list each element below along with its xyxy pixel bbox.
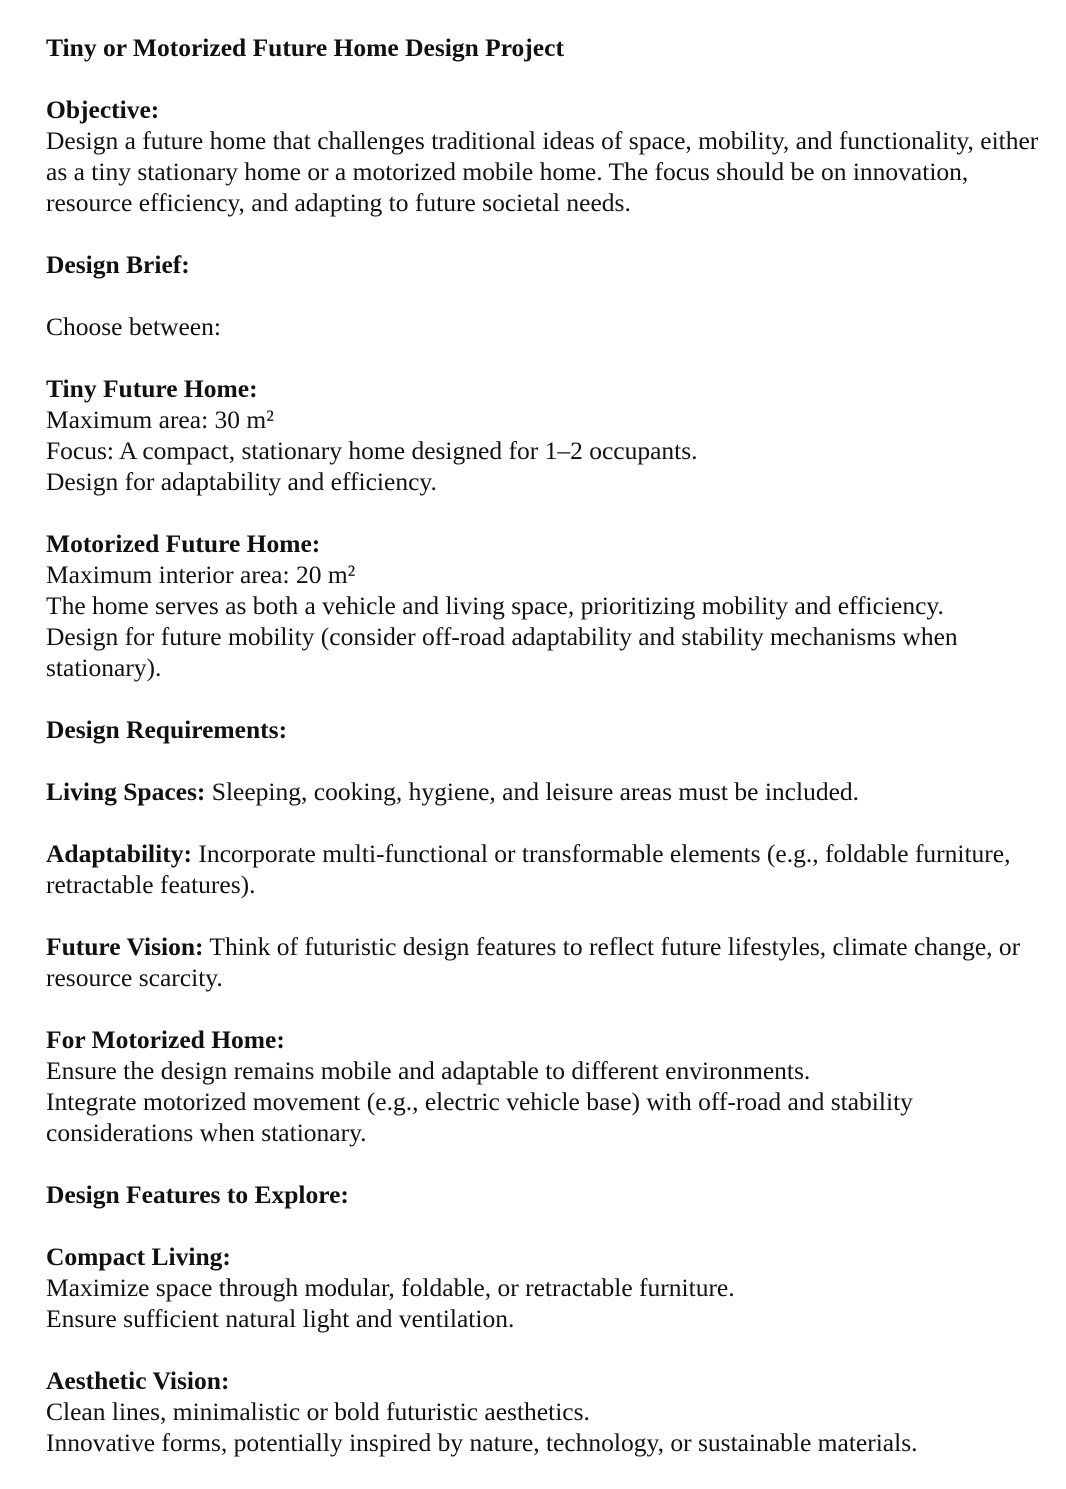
living-spaces-label: Living Spaces: [46,777,206,806]
features-heading: Design Features to Explore: [46,1180,349,1209]
motorized-home-line: Design for future mobility (consider off-road adaptability and stability mechanisms when stationary). [46,622,958,682]
tiny-home-line: Design for adaptability and efficiency. [46,467,437,496]
motorized-home-section [46,528,1056,683]
document-body [46,32,1056,1489]
adaptability-item [46,838,1056,900]
future-vision-text: Think of futuristic design features to reflect future lifestyles, climate change, or resource scarcity. [46,932,1021,992]
objective-section [46,94,1056,218]
aesthetic-vision-section [46,1365,1056,1458]
compact-living-line: Maximize space through modular, foldable, or retractable furniture. [46,1273,735,1302]
objective-text: Design a future home that challenges traditional ideas of space, mobility, and functionality, either as a tiny stationary home or a motorized mobile home. The focus should be on innovation, resource efficiency, and adapting to future societal needs. [46,126,1039,217]
motorized-home-heading: Motorized Future Home: [46,529,321,558]
design-brief-heading-block [46,249,1056,280]
for-motorized-line: Integrate motorized movement (e.g., electric vehicle base) with off-road and stability considerations when stationary. [46,1087,913,1147]
future-vision-item [46,931,1056,993]
tiny-home-heading: Tiny Future Home: [46,374,258,403]
compact-living-section [46,1241,1056,1334]
living-spaces-item [46,776,1056,807]
tiny-home-line: Focus: A compact, stationary home designed for 1–2 occupants. [46,436,698,465]
for-motorized-line: Ensure the design remains mobile and adaptable to different environments. [46,1056,811,1085]
compact-living-line: Ensure sufficient natural light and ventilation. [46,1304,515,1333]
aesthetic-vision-line: Clean lines, minimalistic or bold futuristic aesthetics. [46,1397,590,1426]
choose-between-block [46,311,1056,342]
features-heading-block [46,1179,1056,1210]
motorized-home-line: Maximum interior area: 20 m² [46,560,356,589]
for-motorized-section [46,1024,1056,1148]
compact-living-heading: Compact Living: [46,1242,231,1271]
future-vision-label: Future Vision: [46,932,204,961]
adaptability-text: Incorporate multi-functional or transformable elements (e.g., foldable furniture, retractable features). [46,839,1011,899]
tiny-home-line: Maximum area: 30 m² [46,405,274,434]
document-title: Tiny or Motorized Future Home Design Project [46,33,564,62]
aesthetic-vision-line: Innovative forms, potentially inspired by nature, technology, or sustainable materials. [46,1428,918,1457]
objective-heading: Objective: [46,95,160,124]
living-spaces-text: Sleeping, cooking, hygiene, and leisure areas must be included. [205,777,860,806]
motorized-home-line: The home serves as both a vehicle and living space, prioritizing mobility and efficiency. [46,591,944,620]
design-brief-heading: Design Brief: [46,250,190,279]
requirements-heading: Design Requirements: [46,715,288,744]
for-motorized-heading: For Motorized Home: [46,1025,285,1054]
choose-between-text: Choose between: [46,312,221,341]
requirements-heading-block [46,714,1056,745]
tiny-home-section [46,373,1056,497]
aesthetic-vision-heading: Aesthetic Vision: [46,1366,230,1395]
adaptability-label: Adaptability: [46,839,192,868]
